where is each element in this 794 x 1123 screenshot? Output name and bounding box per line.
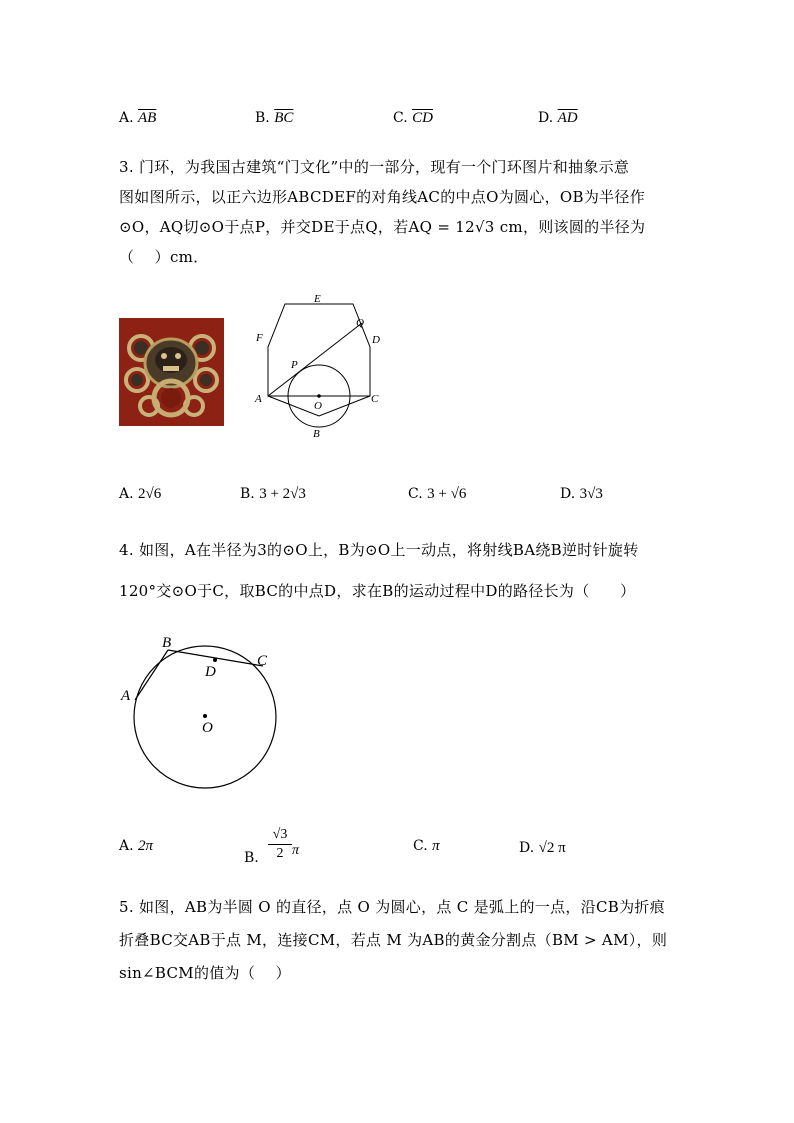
midpoint-d xyxy=(213,658,217,662)
label-q: Q xyxy=(356,317,364,329)
label-b: B xyxy=(313,428,320,440)
label-b: B xyxy=(162,635,172,651)
q4-option-b-label: B. xyxy=(244,850,259,866)
q3-hexagon-figure xyxy=(250,290,390,445)
q3-line-4: （ ）cm． xyxy=(119,248,209,266)
q2-option-c: C. $\overline{CD}$ xyxy=(393,110,433,126)
q2-option-a: A. $\overline{AB}$ xyxy=(119,110,157,126)
label-p: P xyxy=(291,359,298,371)
arc-ab: $\overline{AB}$ xyxy=(138,110,157,126)
center-o xyxy=(203,714,207,718)
q5-line-2: 折叠BC交AB于点 M，连接CM，若点 M 为AB的黄金分割点（BM > AM），则 xyxy=(119,931,668,949)
q4-circle-figure xyxy=(115,630,290,800)
chord-ab xyxy=(135,650,168,700)
label-f: F xyxy=(256,332,263,344)
label-c: C xyxy=(257,653,268,669)
q3-option-b: B. 3 + 2√3 xyxy=(240,486,306,502)
q5-line-1: 5. 如图，AB为半圆 O 的直径，点 O 为圆心，点 C 是弧上的一点，沿CB为折痕 xyxy=(119,898,666,916)
center-o xyxy=(317,394,321,398)
q3-line-2: 图如图所示，以正六边形ABCDEF的对角线AC的中点O为圆心，OB为半径作 xyxy=(119,188,646,206)
label-d: D xyxy=(205,664,216,680)
q4-option-d: D. √2 π xyxy=(519,840,566,856)
q4-line-1: 4. 如图，A在半径为3的⊙O上，B为⊙O上一动点，将射线BA绕B逆时针旋转 xyxy=(119,541,639,559)
q4-line-2: 120°交⊙O于C，取BC的中点D，求在B的运动过程中D的路径长为（ ） xyxy=(119,582,636,600)
q4-option-b-fraction: √3 2 xyxy=(268,826,292,863)
q3-option-c: C. 3 + √6 xyxy=(408,486,467,502)
label-o: O xyxy=(202,720,213,736)
q4-option-a: A. 2π xyxy=(119,838,154,854)
q3-line-1: 3. 门环，为我国古建筑“门文化”中的一部分，现有一个门环图片和抽象示意 xyxy=(119,158,630,176)
label-c: C xyxy=(371,393,379,405)
label-a: A xyxy=(255,393,262,405)
label-d: D xyxy=(372,334,380,346)
q2-option-b: B. $\overline{BC}$ xyxy=(255,110,294,126)
q4-option-b-pi: π xyxy=(292,843,300,858)
q3-option-d: D. 3√3 xyxy=(560,486,603,502)
label-a: A xyxy=(121,688,131,704)
q2-option-d: D. $\overline{AD}$ xyxy=(538,110,578,126)
q3-option-a: A. 2√6 xyxy=(119,486,162,502)
label-o: O xyxy=(314,400,322,412)
q4-option-c: C. π xyxy=(413,838,440,854)
q3-line-3: ⊙O，AQ切⊙O于点P，并交DE于点Q，若AQ = 12√3 cm，则该圆的半径为 xyxy=(119,218,646,236)
label-e: E xyxy=(314,293,321,305)
door-knocker-image xyxy=(119,318,224,426)
q5-line-3: sin∠BCM的值为（ ） xyxy=(119,964,291,982)
